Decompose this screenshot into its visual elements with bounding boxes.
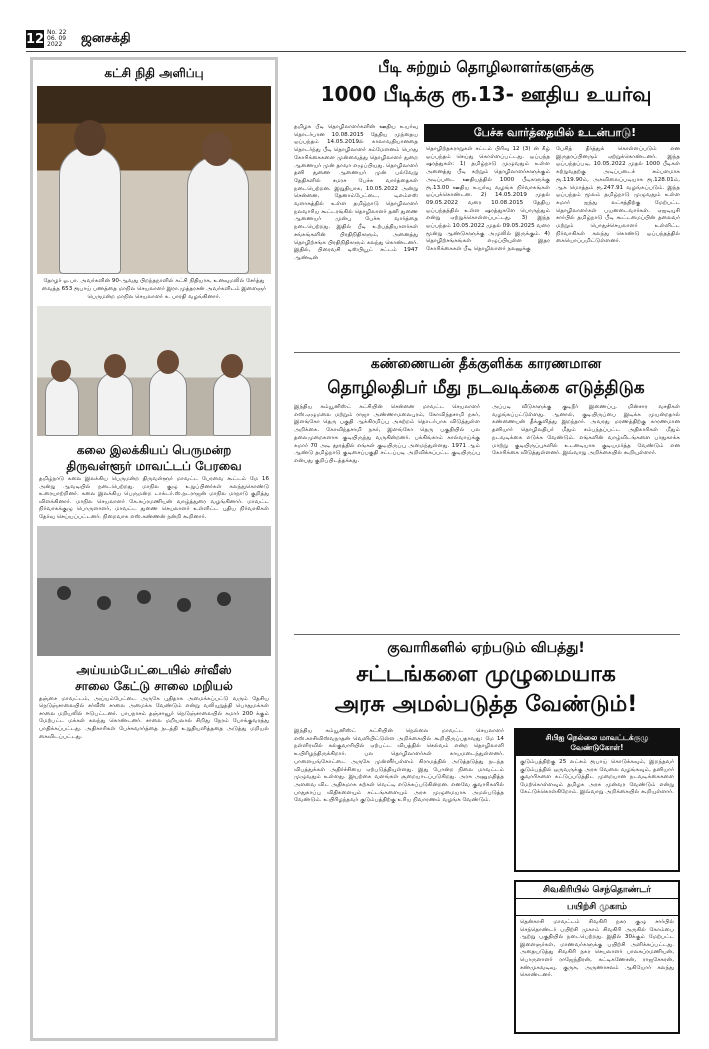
agreement-banner: பேச்சு வார்த்தையில் உடன்பாடு! <box>424 124 680 142</box>
training-camp-title-2: பயிற்சி முகாம் <box>516 899 678 916</box>
party-fund-title: கட்சி நிதி அளிப்பு <box>104 66 204 80</box>
protester-2 <box>97 596 111 610</box>
lit-forum-text: தமிழ்நாடு கலை இலக்கிய பெருமன்ற திருவள்ளூர் மாவட்ட பேரவை கூட்டம் மே 16 அன்று ஆவடியில் நடைபெற்றது. மாநில குழு உறுப்பினர்கள் கலந்துகொண்டு உரையாற்றினர். கலை இலக்கிய பெருமன்ற டாக்டர்.ஸ்.நடராஜன் மாநில மாநாடு குறித்து விளக்கினார். மாநில செயலாளர் கே.சுப்ரமணியன் வாழ்த்துரை வழங்கினார். மாவட்ட நிர்வாகக்குழு பொருளாளர், மாவட்ட துணை செயலாளர் உள்ளிட்ட புதிய நிர்வாகிகள் தேர்வு செய்யப்பட்டனர். நிறைவாக எஸ்.கண்ணன் நன்றி கூறினார். <box>39 476 269 520</box>
quarry-headline-2: அரசு அமல்படுத்த வேண்டும்! <box>334 692 638 717</box>
page-header <box>26 28 686 50</box>
kannaiyan-col-2: அப்படி வீடுகளுக்கு குடிநீர் இணைப்பு, மின்சார வசதிகள் வழங்கப்பட்டுள்ளது. ஆனால், குடியிருப்பை இடிக்க முயன்றதால் கண்ணையன் தீக்குளித்து இறந்தார். அவரது மரணத்திற்கு காரணமான தனியார் தொழிலதிபர் மீதும் சம்பந்தப்பட்ட அதிகாரிகள் மீதும் நடவடிக்கை எடுக்க வேண்டும். எங்களின் வாழ்விடங்களை பாதுகாக்க மாற்று குடியிருப்புகளில் உடனடியாக குடியமர்த்த வேண்டும் என கோரிக்கை விடுத்துள்ளனர். இவ்வாறு அறிக்கையில் கூறியுள்ளார். <box>492 404 680 457</box>
road-protest-heading-2: சாலை கேட்டு சாலை மறியல் <box>75 678 233 693</box>
protester-3 <box>137 590 151 604</box>
page-number: 12 <box>25 31 45 47</box>
road-protest-text: தஞ்சை மாவட்டம், அய்யம்பேட்டை அருகே புதிதாக அமைக்கப்பட்டு வரும் தேசிய நெடுஞ்சாலையில் சர்வீஸ் சாலை அமைக்க வேண்டும் என்று வலியுறுத்தி பொதுமக்கள் சாலை மறியலில் ஈடுபட்டனர். பாபநாசம் தஞ்சாவூர் நெடுஞ்சாலையில் சுமார் 200 க்கும் மேற்பட்ட மக்கள் கலந்து கொண்டனர். சாலை மறியலால் சிறிது நேரம் போக்குவரத்து பாதிக்கப்பட்டது. அதிகாரிகள் பேச்சுவார்த்தை நடத்தி உறுதியளித்ததை அடுத்து மறியல் கைவிடப்பட்டது. <box>39 695 269 740</box>
issue-info: No. 22 06. 09 2022 <box>47 29 67 48</box>
attendee-2-head <box>104 354 126 378</box>
beedi-kicker: பீடி சுற்றும் தொழிலாளர்களுக்கு <box>378 58 594 76</box>
cpi-appeal-box <box>514 728 680 872</box>
kannaiyan-col-1: இந்திய கம்யூனிஸ்ட் கட்சியின் சென்னை மாவட்ட செயலாளர் எஸ்.ஏழுமலை மற்றும் ராஜா அண்ணாமலைபுரம், கோவிந்தசாமி நகர், இளங்கோ தெரு பகுதி ஆக்கிரமிப்பு அகற்றம் தொடர்பாக விடுத்துள்ள அறிக்கை. கோவிந்தசாமி நகர், இளங்கோ தெரு பகுதியில் பல தலைமுறைகளாக குடியிருந்து வருகின்றனர். பக்கிங்காம் கால்வாய்க்கு சுமார் 70 அடி தூரத்தில் எங்கள் குடியிருப்பு அமைந்துள்ளது. 1971 ஆம் ஆண்டு தமிழ்நாடு குடிசைப்பகுதி சட்டப்படி அறிவிக்கப்பட்ட குடியிருப்பு என்பது குறிப்பிடத்தக்கது. <box>294 404 480 464</box>
attendee-4-head <box>221 354 243 378</box>
attendee-2 <box>97 372 133 436</box>
attendee-4 <box>213 372 251 436</box>
meeting-photo <box>37 306 271 436</box>
attendee-1 <box>45 376 79 436</box>
kannaiyan-headline: தொழிலதிபர் மீது நடவடிக்கை எடுத்திடுக <box>327 378 645 398</box>
training-camp-box <box>514 880 680 1034</box>
road-protest-heading-1: அய்யம்பேட்டையில் சர்வீஸ் <box>76 662 232 677</box>
lit-forum-heading-1: கலை இலக்கியப் பெருமன்ற <box>76 443 232 457</box>
kannaiyan-subhead: கண்ணையன் தீக்குளிக்க காரணமான <box>370 356 602 372</box>
paper-name: ஜனசக்தி <box>81 31 131 46</box>
protester-1 <box>57 586 71 600</box>
training-camp-title-1: சிவகிரியில் செந்தொண்டர் <box>516 882 678 899</box>
person-left-head <box>74 120 106 156</box>
protester-4 <box>177 598 191 612</box>
person-right-head <box>202 132 232 166</box>
left-column <box>30 57 278 1041</box>
training-camp-text: தென்காசி மாவட்டம் சிவகிரி நகர குழு சார்பில் செந்தொண்டர் பயிற்சி முகாம் சிவகிரி அருகில் கோம்பை ஆற்று பகுதியில் நடைபெற்றது. இதில் 30க்கும் மேற்பட்ட இளைஞர்கள், மாணவர்களுக்கு பயிற்சி அளிக்கப்பட்டது. அதையடுத்து சிவகிரி நகர செயலாளர் பாலசுப்ரமணியன், பொருளாளர் ராஜேந்திரன், கட்டிகணேசன், ராஜசேகரன், சண்முகவடிவு, குருசு, அருணாசலம் ஆகியோர் கலந்து கொண்டனர். <box>520 919 674 979</box>
attendee-3-head <box>157 350 179 374</box>
beedi-col-2: தொழிற்தகராறுகள் சட்டம் பிரிவு 12 (3) ன் கீழ் ஒப்பந்தம் செய்து கொள்ளப்பட்டது. ஒப்பந்த ஷரத்துகள்: 1) தமிழ்நாடு முழுவதும் உள்ள அனைத்து பீடி சுற்றும் தொழிலாளர்களுக்கும் அடிப்படை ஊதியத்தில் 1000 பீடிகளுக்கு ரூ.13.00 ஊதிய உயர்வு வழங்க நிர்வாகங்கள் ஒப்புக்கொண்டன. 2) 14.05.2019 முதல் 09.05.2022 வரை 10.08.2015 தேதிய ஒப்பந்தத்தில் உள்ள ஷரத்துகளே பொருந்தும் என்று ஏற்றுக்கொள்ளப்பட்டது. 3) இந்த ஒப்பந்தம் 10.05.2022 முதல் 09.05.2025 வரை மூன்று ஆண்டுகளுக்கு அமுலில் இருக்கும். 4) தொழிற்சங்கங்கள் எழுப்பியுள்ள இதர கோரிக்கைகள் பீடி தொழிலாளர் நலனுக்கு <box>426 146 550 253</box>
cpi-appeal-text: குடும்பத்திற்கு 25 லட்சம் ரூபாய் கொடுக்கவும், இறந்தவர் குடும்பத்தில் ஒருவருக்கு அரசு வேலை வழங்கவும், தனியார் குவாரிகளை கட்டுப்படுத்திட முறையான நடவடிக்கைகளை மேற்கொள்ளவும் தமிழக அரசு முன்வர வேண்டும் என்று கேட்டுக்கொள்கிறோம். இவ்வாறு அறிக்கையில் கூறியுள்ளார். <box>520 759 674 796</box>
person-right <box>187 156 249 274</box>
attendee-3 <box>149 368 187 436</box>
separator-1 <box>294 352 680 353</box>
beedi-col-3: பேசித் தீர்த்துக் கொள்ளப்படும் என இருதரப்பினரும் ஏற்றுக்கொண்டனர். இந்த ஒப்பந்தப்படி, 10.05.2022 முதல் 1000 பீடிகள் சுற்றுவதற்கு அடிப்படைச் சம்பளமாக ரூ.119.90ம், அகவிலைப்படியாக ரூ.128.01ம், ஆக மொத்தம் ரூ.247.91 வழங்கப்படும். இந்த ஒப்பந்தம் மூலம் தமிழ்நாடு முழுவதும் உள்ள சுமார் ஐந்து லட்சத்திற்கு மேற்பட்ட தொழிலாளர்கள் பயனடைவார்கள். ஏஐடியுசி சார்பில் தமிழ்நாடு பீடி கூட்டமைப்பின் தலைவர் மற்றும் பொதுச்செயலாளர் உள்ளிட்ட நிர்வாகிகள் கலந்து கொண்டு ஒப்பந்தத்தில் கையொப்பமிட்டுள்ளனர். <box>556 146 680 245</box>
cpi-appeal-title: சிபிஐ நெல்லை மாவட்டக்குழு வேண்டுகோள்! <box>516 730 678 756</box>
header-rule <box>26 51 686 52</box>
attendee-1-head <box>51 360 71 382</box>
road-protest-photo <box>37 526 271 656</box>
person-left <box>59 146 121 274</box>
party-fund-photo <box>37 86 271 274</box>
separator-2 <box>294 634 680 635</box>
quarry-text: இந்திய கம்யூனிஸ்ட் கட்சியின் நெல்லை மாவட்ட செயலாளர் எஸ்.காசிவிஸ்வநாதன் வெளியிட்டுள்ள அறிக்கையில் கூறியிருப்பதாவது: மே 14 நள்ளிரவில் கல்குவாரியில் ஏற்பட்ட விபத்தில் செல்வம் என்ற தொழிலாளி உயிரிழந்திருக்கிறார். பல தொழிலாளர்கள் காயமடைந்துள்ளனர். பாளையங்கோட்டை அருகே முன்னீர்பள்ளம் கிராமத்தில் அடுத்தடுத்து நடந்த விபத்துக்கள் அதிர்ச்சியை ஏற்படுத்தியுள்ளது. இது போன்ற நிலை மாவட்டம் முழுவதும் உள்ளது. இயற்கை வளங்கள் சூறையாடப்படுகிறது. அரசு அனுமதித்த அளவை விட அதிகமாக கற்கள் வெட்டி எடுக்கப்படுகின்றன. எனவே குவாரிகளில் பாதுகாப்பு விதிகளையும் சட்டங்களையும் அரசு முழுமையாக அமல்படுத்த வேண்டும். உயிரிழந்தவர் குடும்பத்திற்கு உரிய நிவாரணம் வழங்க வேண்டும். <box>294 728 504 804</box>
protester-5 <box>217 592 231 606</box>
lit-forum-heading-2: திருவள்ளூர் மாவட்டப் பேரவை <box>66 459 242 473</box>
party-fund-caption: தோழர் ஓ.பா. அவர்களின் 90-ஆவது பிறந்தநாளில் கட்சி நிதியாக, உனவுமலில் சேர்த்து வைத்த 653 ரூபாய் பணத்தை மாநில செயலாளர் இரா.முத்தரசன் அவர்களிடம் இளைஞர் பெருமன்ற மாநில செயலாளர் க. பாரதி வழங்கினார். <box>41 278 267 300</box>
beedi-headline: 1000 பீடிக்கு ரூ.13- ஊதிய உயர்வு <box>320 82 652 106</box>
beedi-col-1: தமிழக பீடி தொழிலாளர்களின் ஊதிய உயர்வு தொடர்பான 10.08.2015 தேதிய முந்தைய ஒப்பந்தம் 14.05.2019ல் காலாவதியானதை தொடர்ந்து பீடி தொழிலாளர் சம்மேளனம் பொது கோரிக்கைகளை முன்வைத்து தொழிலாளர் துறை ஆணையர் முன் தாவா எழுப்பியது. தொழிலாளர் தனி துணை ஆணையர் முன் பல்வேறு தேதிகளில் சமரச பேச்சு வார்த்தைகள் நடைபெற்றன. இறுதியாக, 10.05.2022 அன்று சென்னை, தேனாம்பேட்டை, டிஎம்எஸ் வளாகத்தில் உள்ள தமிழ்நாடு தொழிலாளர் நலவாரிய கூட்டரங்கில் தொழிலாளர் தனி துணை ஆணையர் முன்பு பேச்சு வார்த்தை நடைபெற்றது. இதில் பீடி உற்பத்தியாளர்கள் சங்கங்களின் பிரதிநிதிகளும், அனைத்து தொழிற்சங்க பிரதிநிதிகளும் கலந்து கொண்டனர். இதில், பிரைவசி டிஸ்பியூட் சட்டம் 1947 ஆண்டின் <box>294 124 418 261</box>
quarry-subhead: குவாரிகளில் ஏற்படும் விபத்து! <box>387 640 585 656</box>
quarry-headline-1: சட்டங்களை முழுமையாக <box>356 662 616 687</box>
